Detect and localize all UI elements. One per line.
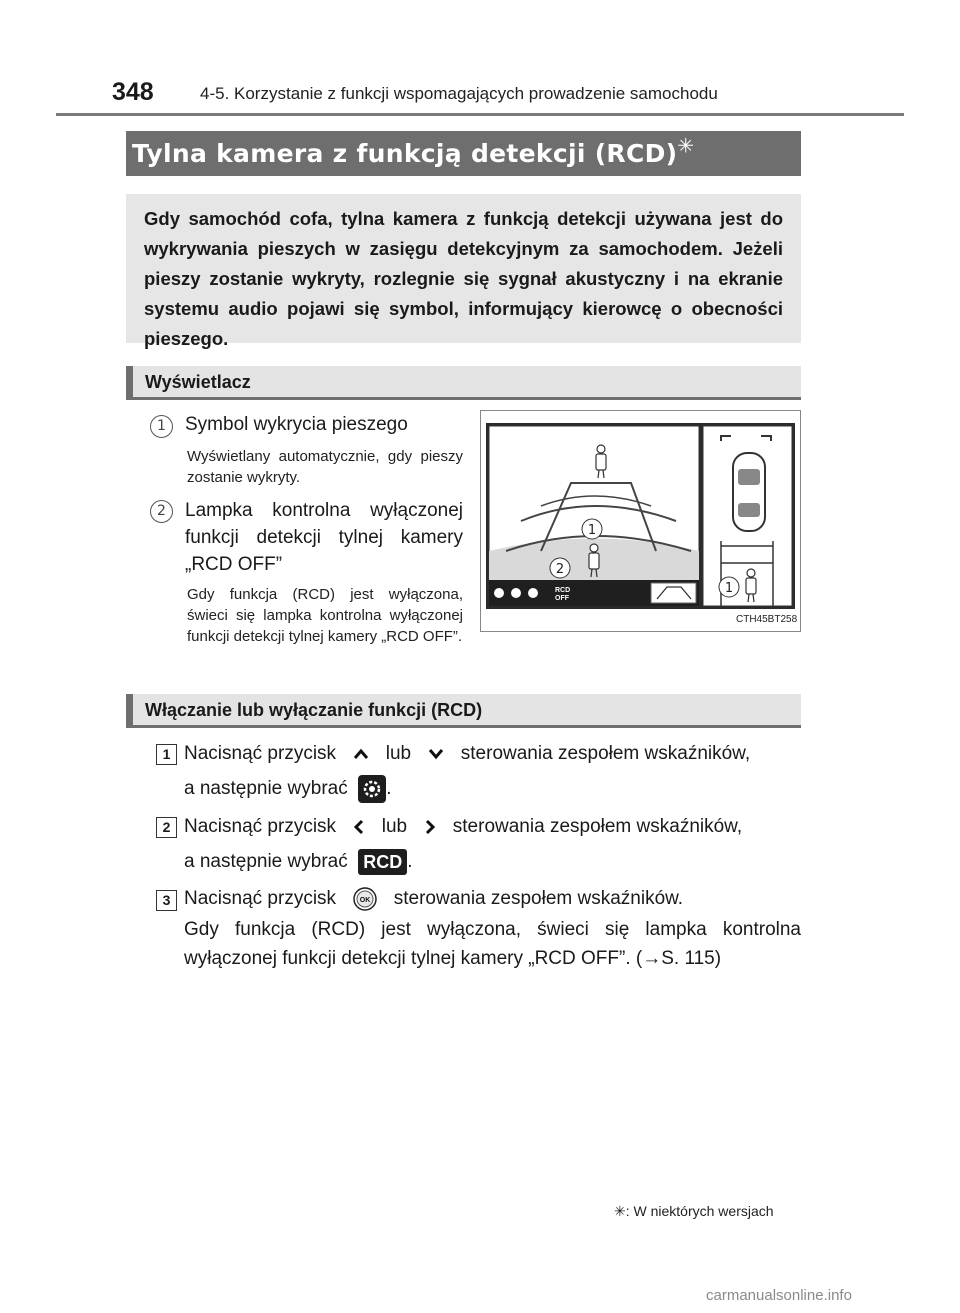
step-3-text-b: sterowania zespołem wskaźników. bbox=[393, 888, 684, 909]
ok-button-icon bbox=[352, 886, 378, 912]
rcd-off-label-line1: RCD bbox=[555, 587, 571, 594]
svg-text:1: 1 bbox=[724, 581, 734, 596]
item-number-2: 2 bbox=[150, 500, 173, 523]
step-1-or: lub bbox=[385, 743, 412, 764]
step-2-text-a: Nacisnąć przycisk bbox=[184, 816, 337, 837]
car-rear-window bbox=[738, 503, 760, 517]
step-2-line-1 bbox=[184, 812, 801, 842]
item-number-1: 1 bbox=[150, 415, 173, 438]
svg-text:OK: OK bbox=[359, 896, 371, 904]
car-windshield bbox=[738, 469, 760, 485]
chapter-title: 4-5. Korzystanie z funkcji wspomagających prowadzenie samochodu bbox=[200, 84, 718, 103]
item-desc-1: Wyświetlany automatycznie, gdy pieszy zostanie wykryty. bbox=[187, 448, 463, 486]
chevron-up-icon bbox=[352, 747, 370, 761]
display-heading: Wyświetlacz bbox=[126, 366, 801, 400]
indicator-icon-1 bbox=[494, 588, 504, 598]
figure-code: CTH45BT258 bbox=[736, 614, 798, 625]
camera-display-figure bbox=[480, 410, 801, 632]
step-number-3: 3 bbox=[156, 890, 177, 911]
item-desc-2: Gdy funkcja (RCD) jest wyłączona, świeci się lampka kontrolna wyłączonej funkcji detekcji tylnej kamery „RCD OFF”. bbox=[187, 586, 463, 645]
step-number-2: 2 bbox=[156, 817, 177, 838]
step-number-1: 1 bbox=[156, 744, 177, 765]
chevron-right-icon bbox=[423, 818, 437, 836]
step-2-line-2 bbox=[184, 847, 801, 877]
intro-box: Gdy samochód cofa, tylna kamera z funkcją detekcji używana jest do wykrywania pieszych w zasięgu detekcyjnym za samochodem. Jeżeli pieszy zostanie wykryty, rozlegnie się sygnał akustyczny i na ekranie systemu audio pojawi się symbol, informujący kierowcę o obecności pieszego. bbox=[126, 194, 801, 343]
indicator-icon-3 bbox=[528, 588, 538, 598]
step-1-line-1 bbox=[184, 739, 801, 769]
step-2-text-b: sterowania zespołem wskaźników, bbox=[452, 816, 743, 837]
svg-text:2: 2 bbox=[555, 562, 565, 577]
rcd-menu-icon: RCD bbox=[358, 849, 407, 875]
step-2-text-c: a następnie wybrać bbox=[184, 851, 348, 872]
header-rule bbox=[56, 113, 904, 116]
step-1-line-2 bbox=[184, 774, 801, 804]
page-number: 348 bbox=[112, 78, 154, 106]
step-1-text-b: sterowania zespołem wskaźników, bbox=[460, 743, 751, 764]
item-title-1: Symbol wykrycia pieszego bbox=[185, 414, 408, 435]
callout-1-camera bbox=[582, 519, 602, 539]
step-1-text-end: . bbox=[386, 778, 392, 799]
callout-2-rcd-off bbox=[550, 558, 570, 578]
car-top-icon bbox=[733, 453, 765, 531]
item-title-2: Lampka kontrolna wyłączonej funkcji detekcji tylnej kamery „RCD OFF” bbox=[185, 500, 463, 575]
footnote: ✳: W niektórych wersjach bbox=[614, 1203, 774, 1219]
chevron-left-icon bbox=[352, 818, 366, 836]
rcd-off-label-line2: OFF bbox=[555, 595, 569, 602]
step-2-text-end: . bbox=[407, 851, 413, 872]
step-3-note: Gdy funkcja (RCD) jest wyłączona, świeci się lampka kontrolna wyłączonej funkcji detekcji tylnej kamery „RCD OFF”. (→S. 115) bbox=[184, 919, 801, 969]
step-1-text-c: a następnie wybrać bbox=[184, 778, 348, 799]
callout-1-overhead bbox=[719, 577, 739, 597]
section-title-bar bbox=[126, 131, 801, 176]
section-title: Tylna kamera z funkcją detekcji (RCD) bbox=[132, 139, 678, 168]
camera-switch-button bbox=[651, 583, 696, 603]
step-3-text-a: Nacisnąć przycisk bbox=[184, 888, 337, 909]
gear-icon bbox=[358, 775, 386, 803]
camera-display-illustration bbox=[481, 411, 800, 631]
toggle-heading: Włączanie lub wyłączanie funkcji (RCD) bbox=[126, 694, 801, 728]
watermark: carmanualsonline.info bbox=[706, 1287, 852, 1304]
asterisk-mark: ✳ bbox=[677, 133, 695, 158]
chevron-down-icon bbox=[427, 747, 445, 761]
indicator-icon-2 bbox=[511, 588, 521, 598]
step-2-or: lub bbox=[381, 816, 408, 837]
svg-text:1: 1 bbox=[587, 523, 597, 538]
step-3-line-1 bbox=[184, 884, 801, 914]
step-1-text-a: Nacisnąć przycisk bbox=[184, 743, 337, 764]
